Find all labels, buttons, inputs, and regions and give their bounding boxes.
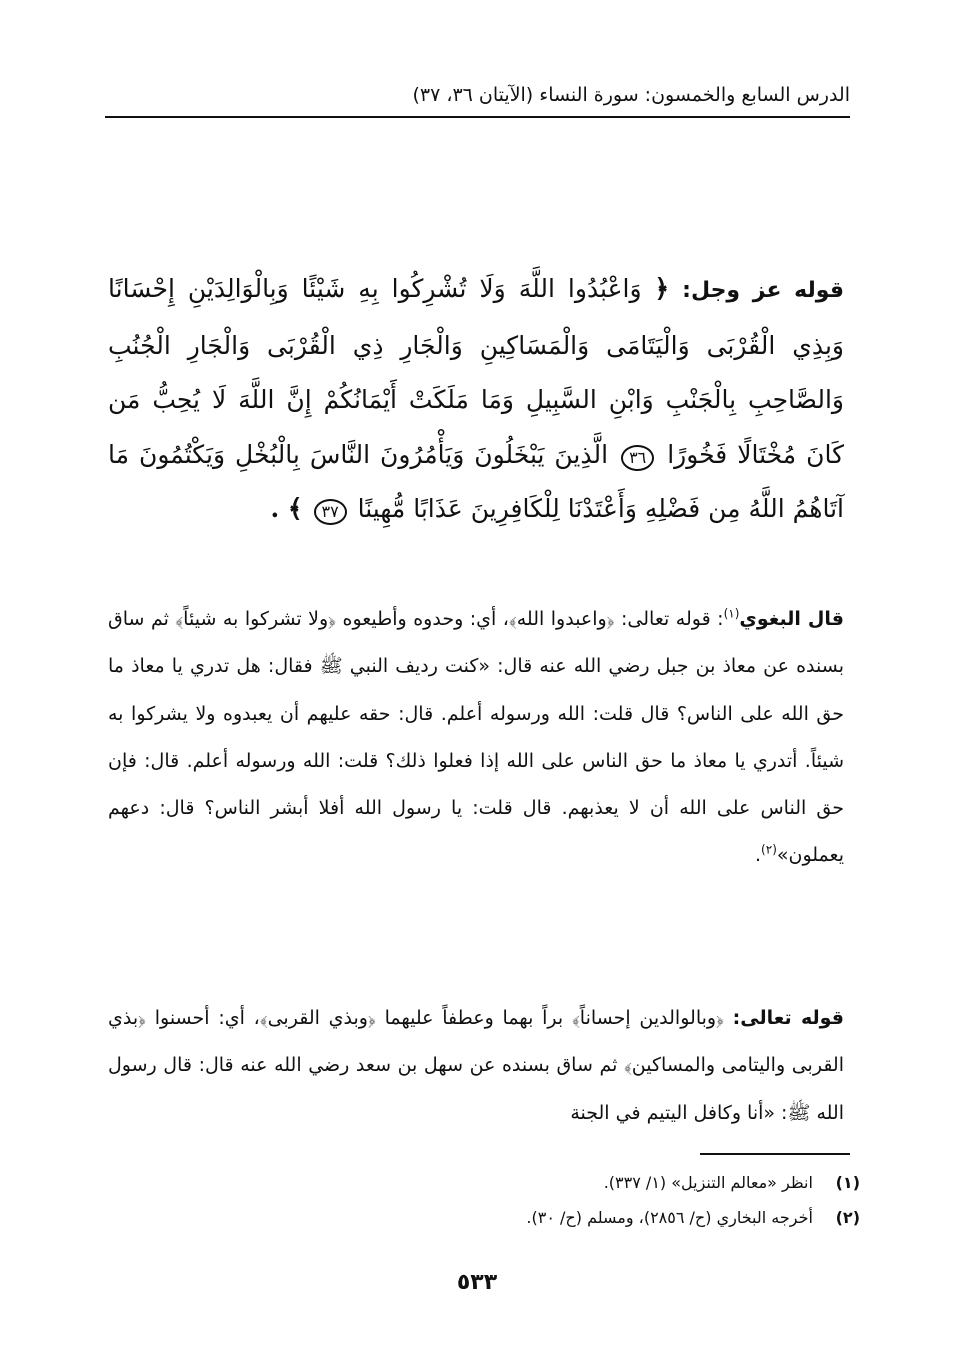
- verse-open-brace: ﴿: [654, 274, 670, 303]
- verse-text-36: وَاعْبُدُوا اللَّهَ وَلَا تُشْرِكُوا بِهِ شَيْئًا وَبِالْوَالِدَيْنِ إِحْسَانًا وَبِذِي الْقُرْبَى وَالْيَتَامَى وَالْمَسَاكِينِ وَالْجَارِ ذِي الْقُرْبَى وَالْجَارِ الْجُنُبِ وَالصَّاحِبِ بِالْجَنْبِ وَابْنِ السَّبِيلِ وَمَا مَلَكَتْ أَيْمَانُكُمْ إِنَّ اللَّهَ لَا يُحِبُّ مَن كَانَ مُخْتَالًا فَخُورًا: [108, 274, 844, 469]
- paragraph-lead: قال البغوي: [739, 608, 844, 630]
- paragraph-baghawi: [108, 596, 844, 880]
- running-header: الدرس السابع والخمسون: سورة النساء (الآيتان ٣٦، ٣٧): [412, 84, 850, 106]
- footnote-1: [108, 1165, 860, 1200]
- paragraph-walidayn: [108, 995, 844, 1137]
- header-rule: [105, 116, 850, 118]
- paragraph-text: : قوله تعالى: ﴿واعبدوا الله﴾، أي: وحدوه وأطيعوه ﴿ولا تشركوا به شيئاً﴾ ثم ساق بسنده عن معاذ بن جبل رضي الله عنه قال: «كنت رديف النبي ﷺ فقال: هل تدري يا معاذ ما حق الله على الناس؟ قال قلت: الله ورسوله أعلم. قال: حقه عليهم أن يعبدوه ولا يشركوا به شيئاً. أتدري يا معاذ ما حق الناس على الله إذا فعلوا ذلك؟ قلت: الله ورسوله أعلم. قال: فإن حق الناس على الله أن لا يعذبهم. قال قلت: يا رسول الله أفلا أبشر الناس؟ قال: دعهم يعملون»: [108, 608, 844, 867]
- verse-text-37: الَّذِينَ يَبْخَلُونَ وَيَأْمُرُونَ النَّاسَ بِالْبُخْلِ وَيَكْتُمُونَ مَا آتَاهُمُ اللَّهُ مِن فَضْلِهِ وَأَعْتَدْنَا لِلْكَافِرِينَ عَذَابًا مُّهِينًا: [108, 439, 844, 523]
- paragraph-text: ﴿وبالوالدين إحساناً﴾ براً بهما وعطفاً عليهما ﴿وبذي القربى﴾، أي: أحسنوا ﴿بذي القربى واليتامى والمساكين﴾ ثم ساق بسنده عن سهل بن سعد رضي الله عنه قال: قال رسول الله ﷺ: «أنا وكافل اليتيم في الجنة: [108, 1007, 844, 1124]
- footnote-text: انظر «معالم التنزيل» (١/ ٣٣٧).: [603, 1173, 813, 1192]
- footnote-mark: (١): [835, 1173, 860, 1192]
- footnote-rule: [700, 1153, 850, 1155]
- footnote-2: [108, 1200, 860, 1235]
- footnotes: [108, 1165, 860, 1235]
- verse-number-36: ٣٦: [621, 445, 654, 471]
- page-number: ٥٣٣: [456, 1270, 498, 1295]
- footnote-ref-2[interactable]: (٢): [761, 843, 777, 858]
- verse-close-brace: ﴾ .: [270, 494, 303, 523]
- verse-number-37: ٣٧: [314, 499, 347, 525]
- footnote-ref-1[interactable]: (١): [723, 606, 740, 621]
- quran-verse-block: [108, 262, 844, 537]
- paragraph-lead: قوله تعالى:: [732, 1007, 844, 1029]
- paragraph-end: .: [755, 844, 762, 867]
- footnote-text: أخرجه البخاري (ح/ ٢٨٥٦)، ومسلم (ح/ ٣٠).: [526, 1208, 813, 1227]
- verse-lead: قوله عز وجل:: [682, 278, 844, 303]
- footnote-mark: (٢): [835, 1208, 860, 1227]
